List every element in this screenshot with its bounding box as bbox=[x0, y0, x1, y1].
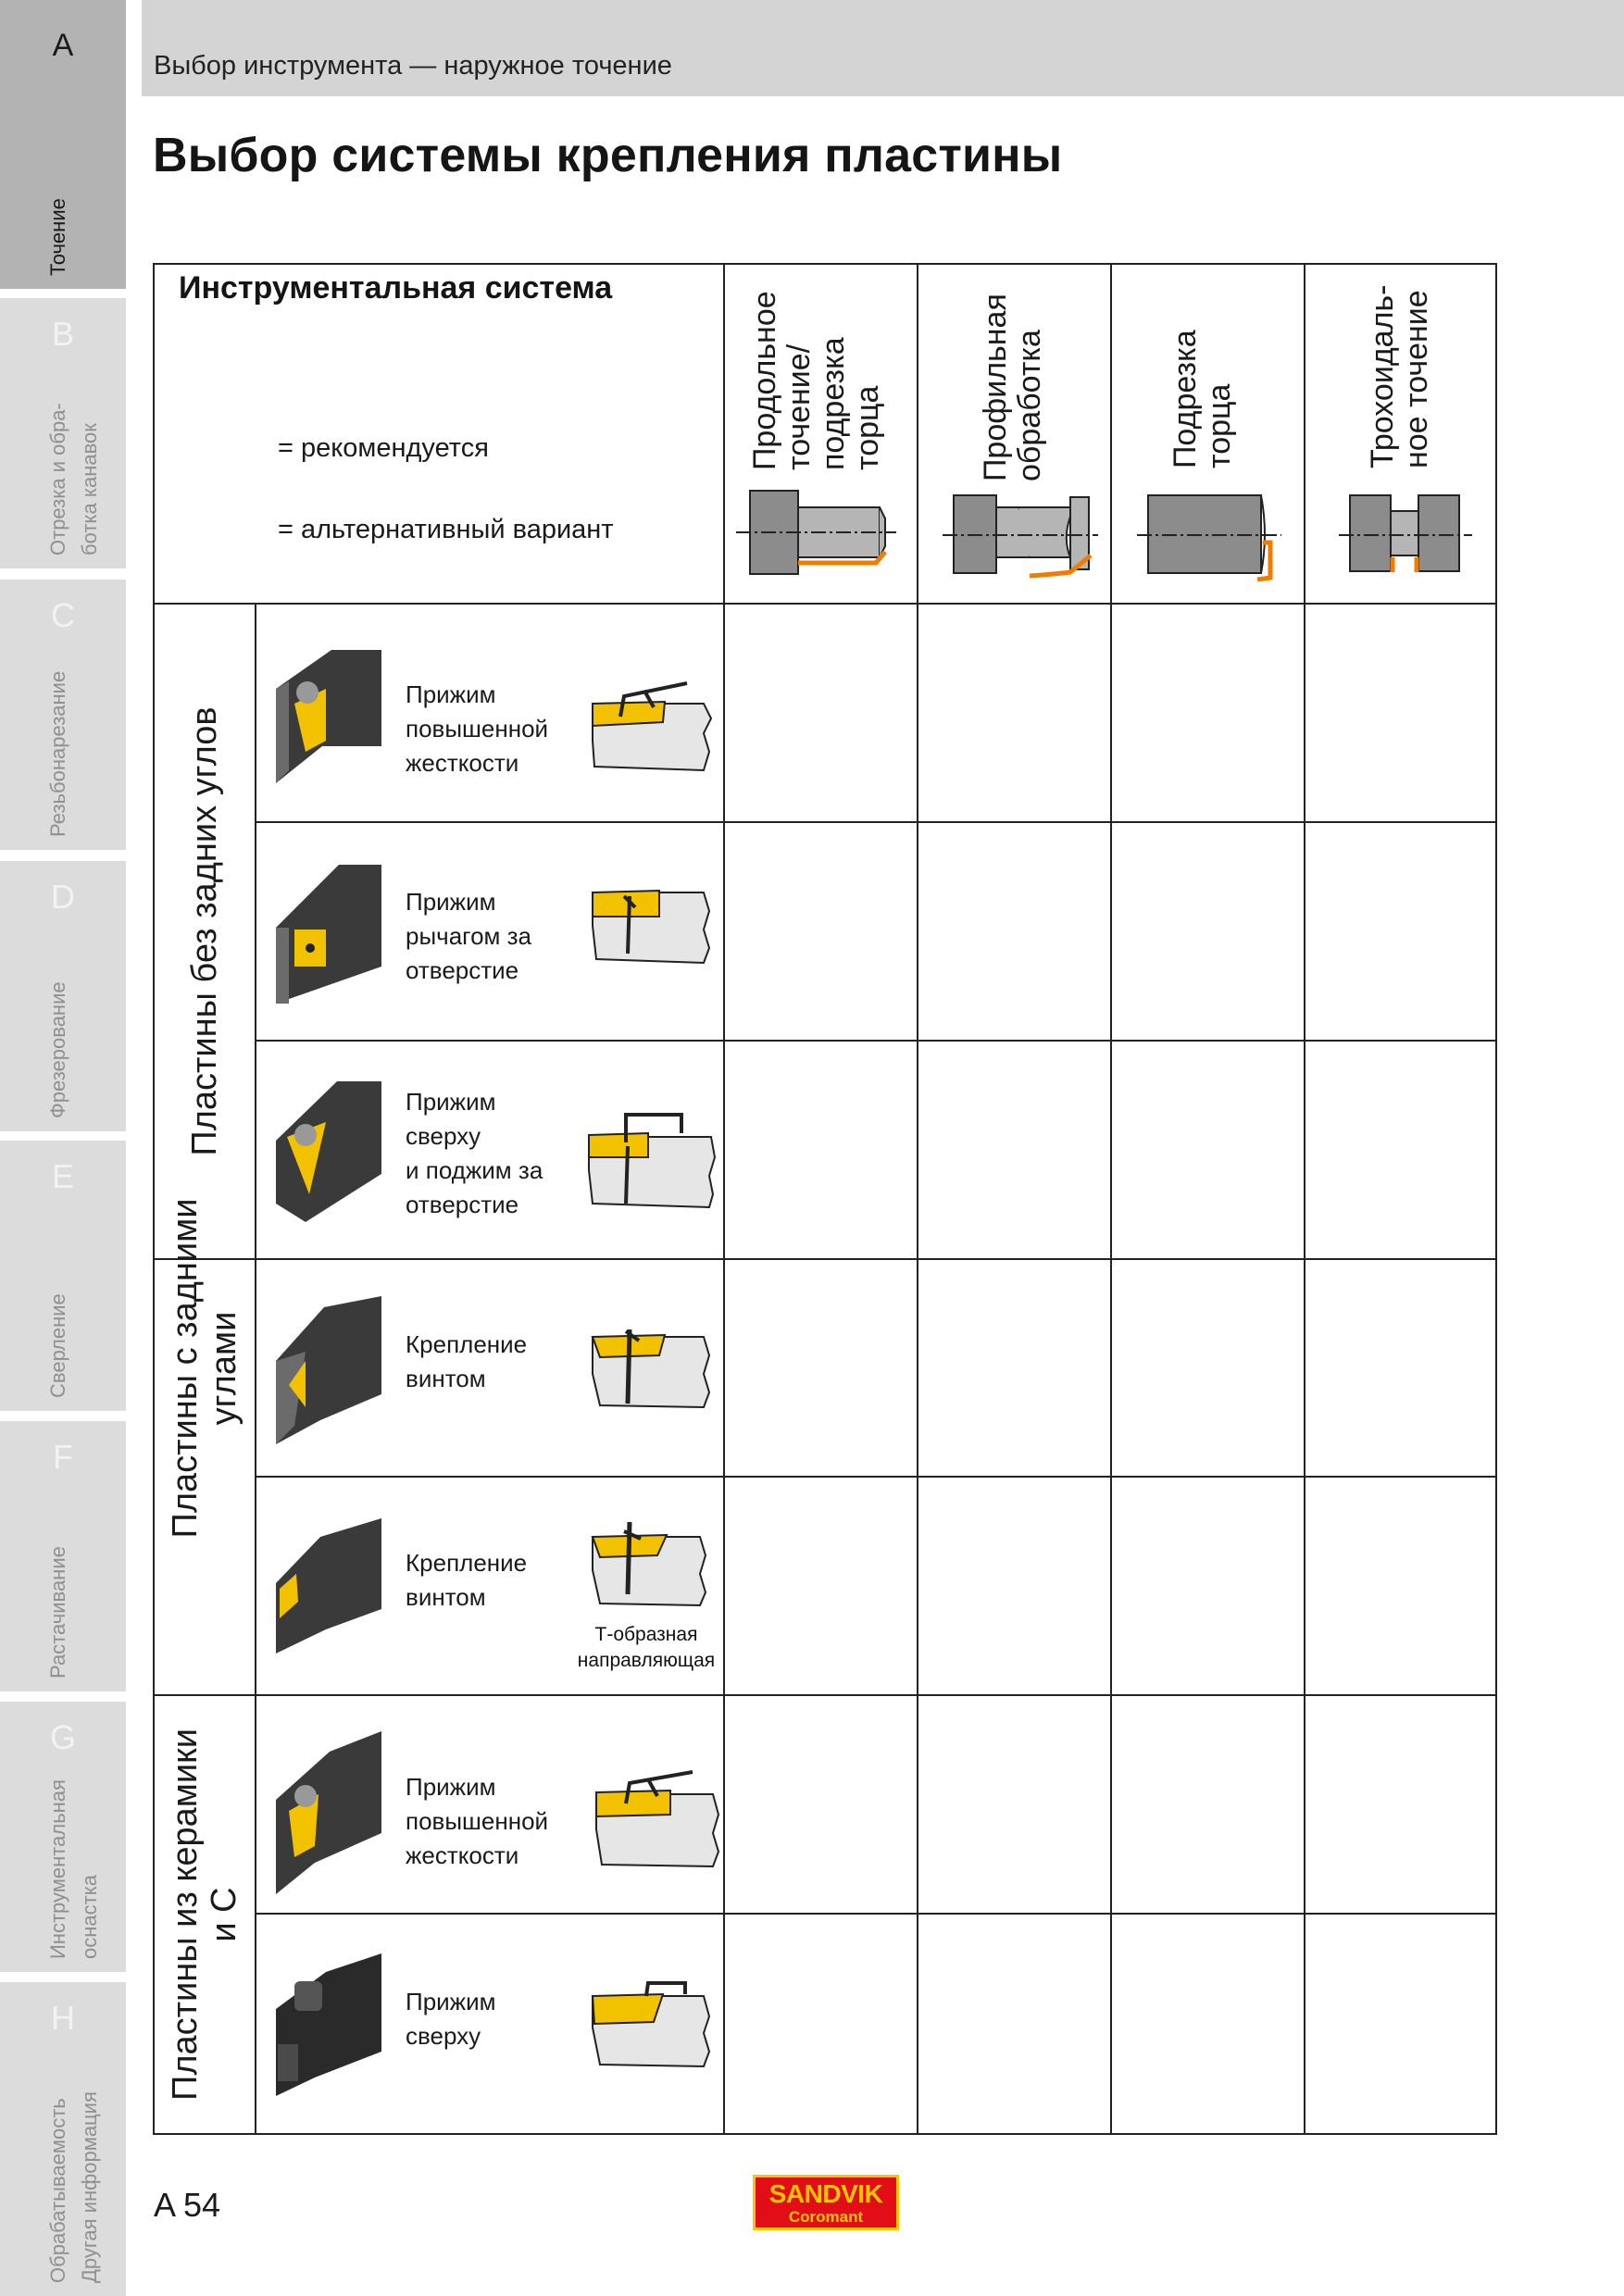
trochoidal-turning-icon bbox=[1339, 495, 1472, 572]
clamping-schematic-screw-1 bbox=[593, 1329, 709, 1407]
tab-parting-grooving[interactable] bbox=[0, 298, 126, 568]
logo-main-text: SANDVIK bbox=[768, 2179, 883, 2208]
tab-letter: G bbox=[49, 1718, 76, 1756]
clamping-schematic-rigid bbox=[593, 683, 711, 770]
tab-letter: D bbox=[51, 878, 75, 916]
ceramic-rigid-clamp-holder-image bbox=[276, 1731, 381, 1894]
group-label-no-clearance: Пластины без задних углов bbox=[185, 706, 224, 1156]
screw-clamp-holder-image-2 bbox=[276, 1518, 381, 1653]
tool-system-heading: Инструментальная система bbox=[179, 270, 613, 306]
row-clamp-label: Прижим сверху и поджим за отверстие bbox=[406, 1088, 543, 1218]
row-clamp-label: Прижим сверху bbox=[406, 1988, 496, 2050]
row-clamp-label: Крепление винтом bbox=[406, 1549, 528, 1611]
page-number: A 54 bbox=[154, 2186, 221, 2224]
t-rail-note: Т-образная направляющая bbox=[577, 1624, 716, 1671]
tab-label: Сверление bbox=[46, 1293, 69, 1398]
tab-boring[interactable] bbox=[0, 1421, 126, 1691]
header-band bbox=[142, 0, 1624, 96]
tab-label: Инструментальная оснастка bbox=[46, 1779, 101, 1959]
legend-alternative: = альтернативный вариант bbox=[278, 515, 614, 544]
sandvik-coromant-logo bbox=[753, 2175, 899, 2230]
tab-label: Резьбонарезание bbox=[46, 670, 69, 837]
tab-drilling[interactable] bbox=[0, 1141, 126, 1411]
tab-letter: A bbox=[52, 28, 74, 63]
top-clamp-and-pin-holder-image bbox=[276, 1081, 381, 1222]
column-header-longitudinal-facing: Продольное точение/ подрезка торца bbox=[747, 291, 885, 470]
group-label-with-clearance: Пластины с задними углами bbox=[166, 1198, 244, 1539]
lever-clamp-holder-image bbox=[276, 865, 381, 1004]
tab-machinability[interactable] bbox=[0, 1982, 126, 2296]
screw-clamp-holder-image-1 bbox=[276, 1296, 381, 1444]
breadcrumb: Выбор инструмента — наружное точение bbox=[154, 51, 672, 81]
legend-recommended: = рекомендуется bbox=[278, 433, 489, 463]
row-clamp-label: Прижим рычагом за отверстие bbox=[406, 888, 532, 984]
column-header-profiling: Профильная обработка bbox=[978, 293, 1047, 481]
tab-label: Фрезерование bbox=[46, 981, 69, 1118]
tab-letter: F bbox=[53, 1438, 73, 1476]
logo-sub-text: Coromant bbox=[788, 2208, 864, 2226]
column-header-trochoidal: Трохоидаль- ное точение bbox=[1365, 284, 1434, 468]
rigid-clamp-holder-image bbox=[276, 650, 381, 783]
tab-label: Точение bbox=[46, 198, 69, 276]
row-clamp-label: Прижим повышенной жесткости bbox=[406, 1773, 549, 1869]
page-title: Выбор системы крепления пластины bbox=[153, 129, 1063, 182]
tab-letter: E bbox=[51, 1157, 74, 1195]
longitudinal-turning-icon bbox=[736, 491, 896, 574]
section-tabs bbox=[0, 0, 126, 2296]
row-clamp-label: Прижим повышенной жесткости bbox=[406, 680, 549, 777]
tab-turning[interactable] bbox=[0, 0, 126, 289]
group-label-ceramic: Пластины из керамики и С bbox=[166, 1728, 244, 2101]
facing-icon bbox=[1137, 495, 1281, 580]
clamping-schematic-ceramic-rigid bbox=[596, 1772, 718, 1866]
clamping-schematic-lever bbox=[593, 891, 709, 963]
row-clamp-label: Крепление винтом bbox=[406, 1330, 528, 1392]
tab-tool-holding[interactable] bbox=[0, 1702, 126, 1972]
tab-label: Растачивание bbox=[46, 1546, 69, 1678]
clamping-schematic-screw-t-rail bbox=[593, 1522, 706, 1605]
tab-letter: B bbox=[51, 315, 74, 353]
tab-milling[interactable] bbox=[0, 861, 126, 1131]
column-header-facing: Подрезка торца bbox=[1168, 330, 1237, 468]
clamping-schematic-top-and-pin bbox=[589, 1115, 715, 1207]
tab-label: Обрабатываемость Другая информация bbox=[46, 2091, 101, 2283]
ceramic-top-clamp-holder-image bbox=[276, 1953, 381, 2096]
clamping-schematic-ceramic-top bbox=[593, 1983, 709, 2066]
tab-threading[interactable] bbox=[0, 580, 126, 850]
tab-letter: C bbox=[51, 596, 75, 634]
profiling-icon bbox=[943, 495, 1098, 576]
tab-label: Отрезка и обра- ботка канавок bbox=[46, 403, 101, 555]
tab-letter: H bbox=[51, 1999, 75, 2037]
